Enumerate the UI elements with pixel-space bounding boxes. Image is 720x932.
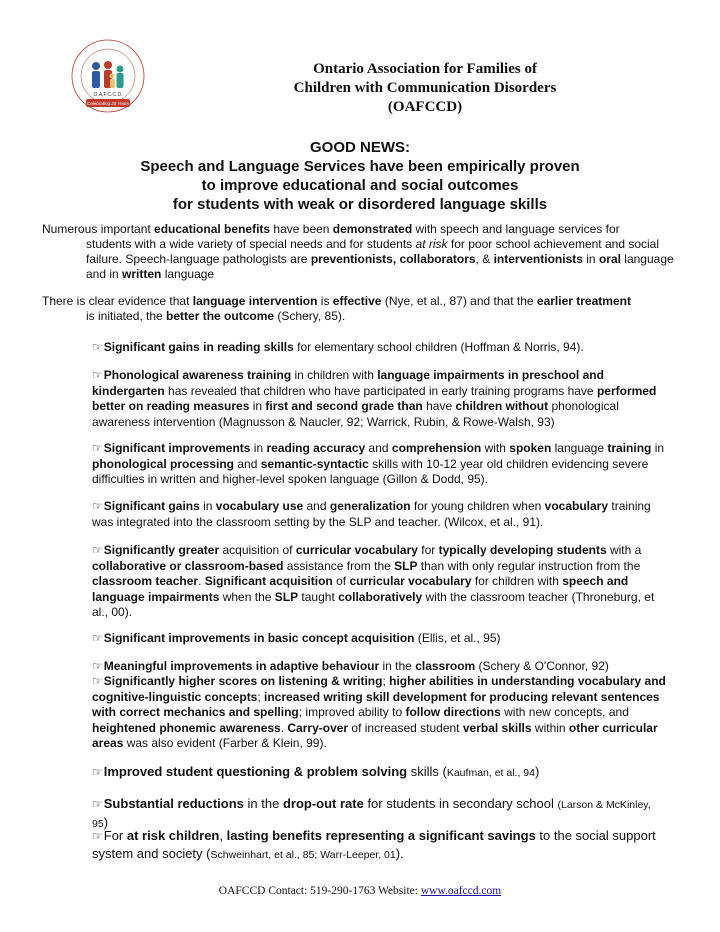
text: and xyxy=(365,441,392,455)
text-bold: interventionists xyxy=(493,252,583,266)
headline-line-4: for students with weak or disordered language skills xyxy=(172,196,548,213)
text: for young children when xyxy=(410,499,545,513)
text-bold: spoken xyxy=(509,441,552,455)
bullet-item xyxy=(92,441,667,488)
text: with new concepts, and xyxy=(500,705,629,719)
text-bold: language intervention xyxy=(192,294,318,308)
citation: (Larson & McKinley, 95 xyxy=(92,799,651,830)
text-bold: heightened phonemic awareness xyxy=(92,720,281,735)
text-bold: classroom teacher xyxy=(92,574,199,588)
text-bold: semantic-syntactic xyxy=(260,456,369,471)
bullet-item xyxy=(92,763,667,782)
text-bold: comprehension xyxy=(391,441,482,455)
text: (Ellis, et al., 95) xyxy=(414,631,501,645)
text: in xyxy=(199,499,216,513)
text: , xyxy=(219,828,227,843)
text: . xyxy=(280,720,288,735)
org-line-2: Children with Communication Disorders xyxy=(293,80,557,96)
text: in xyxy=(651,441,665,455)
text: for children with xyxy=(471,574,563,588)
text-bold: preventionists, collaborators xyxy=(310,252,476,266)
org-line-1: Ontario Association for Families of xyxy=(313,61,537,77)
text-bold: increased writing skill development for producing relevant sentences with correct mechanics and spelling xyxy=(92,689,660,719)
text: was also evident (Farber & Klein, 99). xyxy=(123,736,327,750)
text: is xyxy=(317,294,333,308)
text-bold: training xyxy=(607,441,652,455)
text-bold: classroom xyxy=(415,659,476,673)
text-bold: language impairments in preschool and kindergarten xyxy=(92,368,604,398)
text-bold: Substantial reductions xyxy=(103,796,244,811)
text: in the xyxy=(379,659,416,673)
text-bold: collaborative or classroom-based xyxy=(92,558,284,573)
bullet-item xyxy=(92,543,667,621)
text: and xyxy=(234,456,261,471)
text-bold: Significant improvements xyxy=(103,441,251,455)
text: is initiated, the xyxy=(86,309,167,323)
text-bold: drop-out rate xyxy=(282,796,364,811)
text: of increased student xyxy=(348,720,463,735)
bullet-item xyxy=(92,340,667,356)
text-bold: curricular vocabulary xyxy=(349,574,472,588)
text-bold: Significant gains xyxy=(103,499,200,513)
text-bold: educational benefits xyxy=(154,222,271,236)
text: For xyxy=(103,828,127,843)
bullet-item xyxy=(92,631,667,647)
text-bold: Improved student questioning & problem solving xyxy=(103,764,408,779)
text: in xyxy=(249,399,266,413)
text-bold: earlier treatment xyxy=(536,294,631,308)
text: language xyxy=(551,441,608,455)
text-bold: follow directions xyxy=(405,705,501,719)
text: ; improved ability to xyxy=(298,705,406,719)
text: , & xyxy=(475,252,494,266)
headline-line-1: GOOD NEWS: xyxy=(310,139,410,156)
text-italic: at risk xyxy=(415,237,448,251)
text-bold: oral xyxy=(598,252,621,266)
footer-text: OAFCCD Contact: 519-290-1763 Website: xyxy=(218,885,421,897)
text: for xyxy=(417,543,439,557)
oafccd-logo xyxy=(50,36,168,120)
text-bold: Significantly greater xyxy=(103,543,220,557)
text-bold: reading accuracy xyxy=(266,441,366,455)
text: than with only regular instruction from the xyxy=(417,558,641,573)
text: have been xyxy=(270,222,333,236)
text-bold: vocabulary use xyxy=(215,499,304,513)
text: with the classroom teacher (Throneburg, et al., 00). xyxy=(92,589,655,619)
text: with xyxy=(481,441,510,455)
bullet-item xyxy=(92,827,667,864)
text-bold: children without xyxy=(455,399,549,413)
text: (Schery & O'Connor, 92) xyxy=(475,659,609,673)
evidence-continuation xyxy=(42,309,682,324)
bullet-item xyxy=(92,499,667,530)
text: (Schery, 85). xyxy=(274,309,346,323)
text: There is clear evidence that xyxy=(42,294,193,308)
bullet-item xyxy=(92,674,667,752)
text: of xyxy=(332,574,350,588)
text: Numerous important xyxy=(42,222,155,236)
citation: Schweinhart, et al., 85; Warr-Leeper, 01 xyxy=(210,849,396,861)
text-bold: SLP xyxy=(394,558,418,573)
pointing-hand-icon: ☞ xyxy=(92,829,103,843)
text-bold: at risk children xyxy=(126,828,220,843)
text-bold: Phonological awareness training xyxy=(103,368,292,382)
text: ). xyxy=(395,846,404,861)
pointing-hand-icon: ☞ xyxy=(92,674,103,688)
text-bold: Significant acquisition xyxy=(204,574,333,588)
text-bold: demonstrated xyxy=(332,222,413,236)
text: has revealed that children who have participated in early training programs have xyxy=(164,383,597,398)
text-bold: first and second grade than xyxy=(265,399,423,413)
text: within xyxy=(531,720,569,735)
pointing-hand-icon: ☞ xyxy=(92,797,103,811)
text: ) xyxy=(534,764,540,779)
text: (Nye, et al., 87) and that the xyxy=(381,294,537,308)
footer-contact xyxy=(0,885,720,897)
headline-line-2: Speech and Language Services have been empirically proven xyxy=(140,158,580,175)
text: for elementary school children (Hoffman & Norris, 94). xyxy=(293,340,584,354)
text-bold: Meaningful improvements in adaptive behaviour xyxy=(103,659,380,673)
headline xyxy=(60,138,660,214)
pointing-hand-icon: ☞ xyxy=(92,765,103,779)
headline-line-3: to improve educational and social outcomes xyxy=(201,177,519,194)
pointing-hand-icon: ☞ xyxy=(92,340,103,354)
text-bold: generalization xyxy=(329,499,411,513)
text: with speech and language services for xyxy=(412,222,620,236)
pointing-hand-icon: ☞ xyxy=(92,659,103,673)
evidence-paragraph xyxy=(42,294,682,324)
text-bold: Carry-over xyxy=(287,720,349,735)
text: and xyxy=(303,499,330,513)
text-bold: SLP xyxy=(274,589,299,604)
text-bold: verbal skills xyxy=(462,720,532,735)
pointing-hand-icon: ☞ xyxy=(92,543,103,557)
text: skills ( xyxy=(407,764,447,779)
text-bold: written xyxy=(122,267,162,281)
text: for students in secondary school xyxy=(363,796,558,811)
text: ; xyxy=(257,689,265,704)
text-bold: Significant gains in reading skills xyxy=(103,340,294,354)
text: in xyxy=(582,252,599,266)
text: taught xyxy=(298,589,339,604)
text-bold: other curricular areas xyxy=(92,720,658,750)
svg-text:Celebrating 20 Years: Celebrating 20 Years xyxy=(87,101,129,106)
text: have xyxy=(422,399,456,413)
text: assistance from the xyxy=(283,558,395,573)
text: language and in xyxy=(86,252,674,281)
bullet-item xyxy=(92,368,667,430)
text: in the xyxy=(243,796,283,811)
text: language xyxy=(161,267,215,281)
text: to the social support system and society ( xyxy=(92,828,656,861)
text: for poor school achievement and social failure. Speech-language pathologists are xyxy=(86,237,659,266)
website-link[interactable]: www.oafccd.com xyxy=(420,885,502,897)
text-bold: phonological processing xyxy=(92,456,235,471)
pointing-hand-icon: ☞ xyxy=(92,631,103,645)
text-bold: collaboratively xyxy=(338,589,423,604)
text: in children with xyxy=(291,368,378,382)
text-bold: performed better on reading measures xyxy=(92,383,657,413)
text: training was integrated into the classroom setting by the SLP and teacher. (Wilcox, et al., 91). xyxy=(92,499,651,529)
bullet-item xyxy=(92,659,667,675)
org-line-3: (OAFCCD) xyxy=(387,99,463,115)
text-bold: speech and language impairments xyxy=(92,574,629,604)
text-bold: typically developing students xyxy=(438,543,607,557)
pointing-hand-icon: ☞ xyxy=(92,441,103,455)
text: with a xyxy=(606,543,642,557)
text: ) xyxy=(103,815,109,830)
text: acquisition of xyxy=(219,543,296,557)
pointing-hand-icon: ☞ xyxy=(92,368,103,382)
organization-name xyxy=(200,60,650,117)
text: ; xyxy=(382,674,390,688)
text-bold: Significant improvements in basic concept acquisition xyxy=(103,631,415,645)
citation: Kaufman, et al., 94 xyxy=(446,767,535,779)
text: in xyxy=(250,441,267,455)
text: phonological awareness intervention (Magnusson & Naucler, 92; Warrick, Rubin, & Rowe-Walsh, 93) xyxy=(92,399,619,429)
text-bold: better the outcome xyxy=(166,309,275,323)
intro-paragraph xyxy=(42,222,682,282)
text-bold: lasting benefits representing a significant savings xyxy=(226,828,536,843)
text: when the xyxy=(219,589,275,604)
svg-text:O.A.F.C.C.D.: O.A.F.C.C.D. xyxy=(93,92,123,98)
text-bold: Significantly higher scores on listening & writing xyxy=(103,674,383,688)
intro-continuation xyxy=(42,237,682,282)
text-bold: vocabulary xyxy=(544,499,609,513)
text-bold: effective xyxy=(332,294,382,308)
text-bold: curricular vocabulary xyxy=(295,543,418,557)
text-bold: higher abilities in understanding vocabulary and cognitive-linguistic concepts xyxy=(92,674,666,704)
pointing-hand-icon: ☞ xyxy=(92,499,103,513)
text: . xyxy=(198,574,205,588)
text: students with a wide variety of special needs and for students xyxy=(86,237,416,251)
text: skills with 10-12 year old children evidencing severe difficulties in written and higher-level spoken language (Gillon & Dodd, 95). xyxy=(92,456,649,486)
